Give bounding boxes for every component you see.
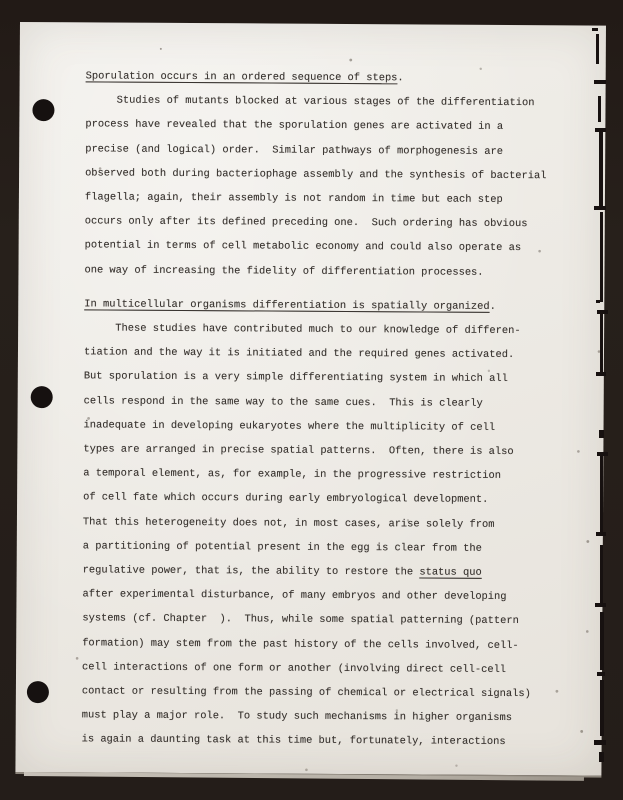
text-line: is again a daunting task at this time but, fortunately, interactions xyxy=(81,733,506,749)
text-line: must play a major role. To study such mechanisms in higher organisms xyxy=(81,709,513,725)
edge-mark xyxy=(600,212,603,302)
typewritten-text xyxy=(82,64,586,755)
edge-mark xyxy=(600,680,604,736)
text-line: occurs only after its defined preceding one. Such ordering has obvious xyxy=(84,215,528,231)
text-line: one way of increasing the fidelity of differentiation processes. xyxy=(84,264,484,279)
paragraph xyxy=(82,316,585,755)
edge-mark xyxy=(596,372,606,376)
edge-mark xyxy=(595,603,606,607)
text-line: That this heterogeneity does not, in most cases, arise solely from xyxy=(82,516,495,531)
edge-mark xyxy=(599,430,604,438)
text-line: Studies of mutants blocked at various stages of the differentiation xyxy=(85,94,535,110)
text-line: systems (cf. Chapter ). Thus, while some spatial patterning (pattern xyxy=(82,612,519,628)
text-line: types are arranged in precise spatial patterns. Often, there is also xyxy=(83,443,514,459)
edge-mark xyxy=(599,132,603,208)
text-line: a partitioning of potential present in the egg is clear from the xyxy=(82,540,482,555)
text-line: a temporal element, as, for example, in the progressive restriction xyxy=(83,467,502,483)
edge-mark xyxy=(592,28,598,31)
document-page xyxy=(15,22,606,778)
text-line: flagella; again, their assembly is not random in time but each step xyxy=(84,191,503,206)
paper-noise-specks xyxy=(160,48,162,50)
edge-mark xyxy=(596,532,606,536)
text-line: regulative power, that is, the ability to restore the status quo xyxy=(82,564,482,579)
text-line: cells respond in the same way to the same cues. This is clearly xyxy=(83,395,483,410)
edge-mark xyxy=(600,612,604,670)
edge-mark xyxy=(600,545,603,603)
paragraph xyxy=(84,89,585,286)
edge-mark xyxy=(598,96,601,122)
text-line: inadequate in developing eukaryotes where the multiplicity of cell xyxy=(83,419,496,434)
section-heading: In multicellular organisms differentiation is spatially organized. xyxy=(84,298,496,313)
text-line: precise (and logical) order. Similar pathways of morphogenesis are xyxy=(85,143,504,158)
section-heading: Sporulation occurs in an ordered sequence of steps. xyxy=(85,70,404,85)
edge-mark xyxy=(594,740,606,745)
edge-mark xyxy=(596,34,599,64)
edge-mark xyxy=(599,752,604,762)
edge-mark xyxy=(600,314,603,372)
text-line: contact or resulting from the passing of chemical or electrical signals) xyxy=(81,685,531,701)
text-line: potential in terms of cell metabolic economy and could also operate as xyxy=(84,239,522,255)
punch-hole xyxy=(27,681,49,703)
edge-mark xyxy=(594,80,606,84)
text-line: tiation and the way it is initiated and the required genes activated. xyxy=(83,346,515,362)
edge-mark xyxy=(600,456,603,532)
text-line: process have revealed that the sporulation genes are activated in a xyxy=(85,118,504,134)
section-multicellular xyxy=(82,292,585,755)
edge-mark xyxy=(596,300,600,303)
text-line: observed both during bacteriophage assembly and the synthesis of bacterial xyxy=(85,167,547,183)
text-line: of cell fate which occurs during early embryological development. xyxy=(83,491,489,507)
text-line: after experimental disturbance, of many embryos and other developing xyxy=(82,588,507,604)
text-line: formation) may stem from the past history of the cells involved, cell- xyxy=(82,637,519,652)
punch-hole xyxy=(31,386,53,408)
edge-mark xyxy=(597,672,605,676)
edge-mark xyxy=(594,206,606,210)
punch-hole xyxy=(32,99,54,121)
text-line: But sporulation is a very simple differentiating system in which all xyxy=(83,370,508,386)
section-sporulation xyxy=(84,64,585,285)
text-line: These studies have contributed much to our knowledge of differen- xyxy=(84,322,521,338)
text-line: cell interactions of one form or another (involving direct cell-cell xyxy=(82,661,507,676)
